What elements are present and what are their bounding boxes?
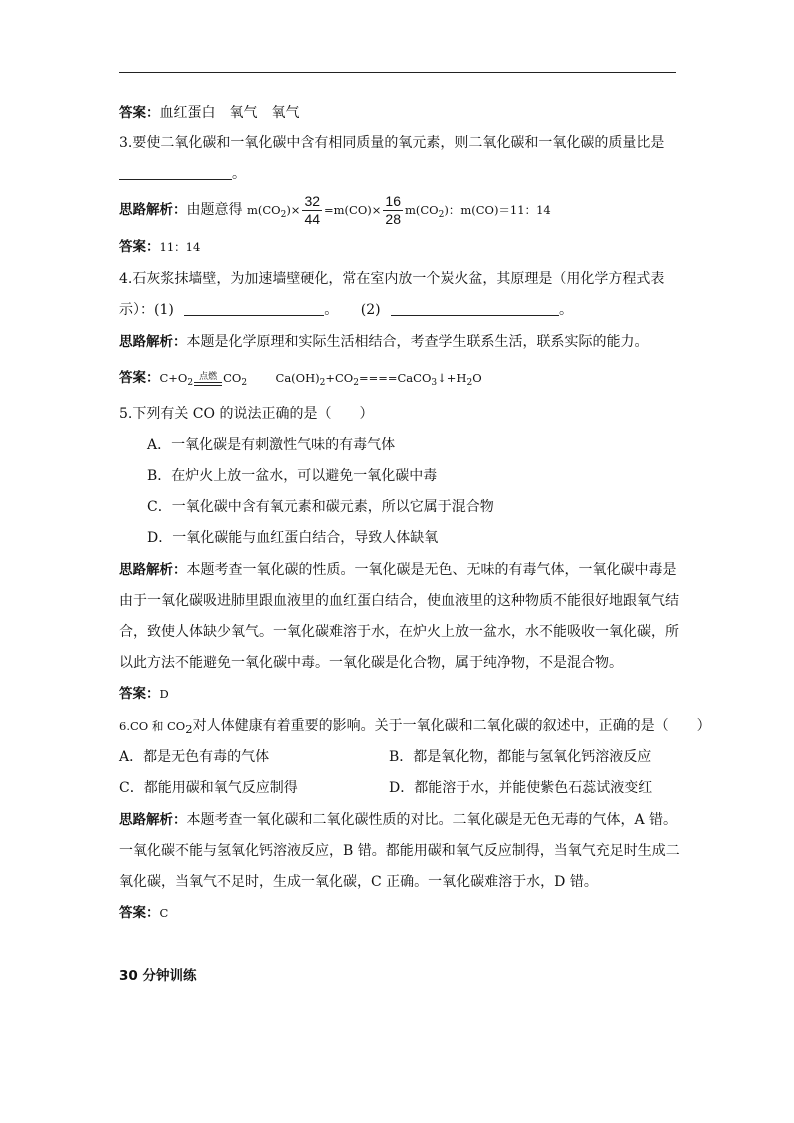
q5-option-b-text: B．在炉火上放一盆水，可以避免一氧化碳中毒 <box>147 468 438 484</box>
answer-label: 答案： <box>119 370 160 386</box>
q3-fraction-2 <box>383 193 403 228</box>
q3-answer: 11：14 <box>159 240 201 254</box>
q2-answer: 血红蛋白 氧气 氧气 <box>159 105 300 121</box>
q5-answer-line <box>119 684 169 704</box>
q3-term-close: )× <box>286 203 301 217</box>
q6-options-row-2 <box>119 778 676 798</box>
q5-stem <box>119 404 373 424</box>
q4-blank-1-end: 。 <box>324 302 339 318</box>
q4-stem1-text: 4.石灰浆抹墙壁，为加速墙壁硬化，常在室内放一个炭火盆，其原理是（用化学方程式表 <box>119 271 665 287</box>
q6-options-row-1 <box>119 747 676 767</box>
q6-stem-a: 6.CO 和 CO <box>119 719 186 733</box>
q5-option-c-text: C．一氧化碳中含有氧元素和碳元素，所以它属于混合物 <box>147 499 494 515</box>
q5-analysis-1 <box>119 560 677 580</box>
q2-answer-line <box>119 103 300 123</box>
q3-term3-close: )：m(CO)＝11：14 <box>444 203 551 217</box>
q6-option-c: C．都能用碳和氧气反应制得 <box>119 780 298 796</box>
q3-frac2-num: 16 <box>385 192 401 209</box>
header-rule <box>119 72 676 73</box>
q6-analysis-2 <box>119 841 680 861</box>
q5-analysis-text-1: 本题考查一氧化碳的性质。一氧化碳是无色、无味的有毒气体，一氧化碳中毒是 <box>186 562 677 578</box>
analysis-label: 思路解析： <box>119 812 187 828</box>
q4-eq1-left: C+O <box>159 371 188 385</box>
q6-analysis-text-2: 一氧化碳不能与氢氧化钙溶液反应，B 错。都能用碳和氧气反应制得，当氧气充足时生成二 <box>119 843 680 859</box>
q4-eq2-end2: O <box>472 371 482 385</box>
answer-label: 答案： <box>119 239 160 255</box>
q4-condition-arrow <box>194 373 222 386</box>
q6-analysis-text-3: 氧化碳，当氧气不足时，生成一氧化碳，C 正确。一氧化碳难溶于水，D 错。 <box>119 874 598 890</box>
q3-sub: 2 <box>280 210 287 220</box>
q4-equation-1: $C+O_2$ 点燃 $CO_2$ <box>159 371 248 388</box>
q3-term1: m(CO <box>246 203 281 217</box>
q5-option-c <box>147 497 494 517</box>
q5-analysis-2 <box>119 591 679 611</box>
q5-analysis-3 <box>119 622 679 642</box>
q4-analysis <box>119 332 649 352</box>
q5-option-a-text: A．一氧化碳是有刺激性气味的有毒气体 <box>147 437 396 453</box>
q4-eq2-end: ↓+H <box>437 371 467 385</box>
q6-stem: 6.CO 和 $CO_2$对人体健康有着重要的影响。关于一氧化碳和二氧化碳的叙述中，正确的是（ ） <box>119 718 711 736</box>
q5-analysis-text-4: 以此方法不能避免一氧化碳中毒。一氧化碳是化合物，属于纯净物，不是混合物。 <box>119 655 623 671</box>
q6-stem-b: 对人体健康有着重要的影响。关于一氧化碳和二氧化碳的叙述中，正确的是（ ） <box>192 718 711 734</box>
q5-stem-text: 5.下列有关 CO 的说法正确的是（ ） <box>119 406 374 422</box>
q5-analysis-text-3: 合，致使人体缺少氧气。一氧化碳难溶于水，在炉火上放一盆水，水不能吸收一氧化碳，所 <box>119 624 679 640</box>
q4-eq2-mid2: ====CaCO <box>358 371 432 385</box>
q4-blank-1 <box>184 301 324 316</box>
q6-option-d: D．都能溶于水，并能使紫色石蕊试液变红 <box>389 780 653 796</box>
q3-analysis <box>119 192 551 233</box>
q4-answer-line <box>119 368 482 393</box>
q3-stem <box>119 133 664 153</box>
q4-part1-label: 示）：(1) <box>119 302 174 318</box>
answer-label: 答案： <box>119 105 160 121</box>
q3-blank <box>119 165 232 180</box>
q4-equation-2: $Ca(OH)_2+CO_2====CaCO_3↓+H_2O$ <box>275 371 482 388</box>
analysis-label: 思路解析： <box>119 334 187 350</box>
q4-eq1-cond: 点燃 <box>199 371 218 382</box>
q6-analysis-1 <box>119 810 677 830</box>
q5-option-b <box>147 466 437 486</box>
q6-answer-line <box>119 903 168 923</box>
q3-formula <box>246 203 301 220</box>
q3-answer-line <box>119 237 200 257</box>
analysis-label: 思路解析： <box>119 562 187 578</box>
analysis-label: 思路解析： <box>119 202 187 218</box>
answer-label: 答案： <box>119 686 160 702</box>
q4-stem-1 <box>119 269 664 289</box>
q5-option-d <box>147 528 438 548</box>
q3-stem-end: 。 <box>232 166 246 182</box>
q6-analysis-text-1: 本题考查一氧化碳和二氧化碳性质的对比。二氧化碳是无色无毒的气体，A 错。 <box>186 812 678 828</box>
q4-blank-2 <box>391 301 559 316</box>
q3-fraction-1 <box>302 193 322 228</box>
q5-option-d-text: D．一氧化碳能与血红蛋白结合，导致人体缺氧 <box>147 530 439 546</box>
q3-analysis-pre: 由题意得 <box>186 202 243 218</box>
q3-frac1-num: 32 <box>304 192 321 209</box>
q6-option-a: A．都是无色有毒的气体 <box>119 749 270 765</box>
q4-analysis-text: 本题是化学原理和实际生活相结合，考查学生联系生活，联系实际的能力。 <box>186 334 649 350</box>
q4-stem-2 <box>119 300 573 320</box>
q5-analysis-4 <box>119 653 623 673</box>
q6-option-b: B．都是氧化物，都能与氢氧化钙溶液反应 <box>389 749 652 765</box>
q4-blank-2-end: 。 <box>559 302 574 318</box>
q5-analysis-text-2: 由于一氧化碳吸进肺里跟血液里的血红蛋白结合，使血液里的这种物质不能很好地跟氧气结 <box>119 593 679 609</box>
q4-eq2: Ca(OH) <box>275 371 320 385</box>
q3-stem-text: 3.要使二氧化碳和一氧化碳中含有相同质量的氧元素，则二氧化碳和一氧化碳的质量比是 <box>119 135 665 151</box>
q5-answer: D <box>159 687 169 701</box>
q4-eq1-right: CO <box>223 371 242 385</box>
q6-answer: C <box>159 906 169 920</box>
q4-part2-label: (2) <box>360 302 381 318</box>
q3-term2: =m(CO)× <box>324 203 382 217</box>
q5-option-a <box>147 435 395 455</box>
q3-frac2-den: 28 <box>385 210 401 227</box>
q4-eq2-mid: +CO <box>325 371 354 385</box>
q3-sub-2: 2 <box>438 210 445 220</box>
q3-stem-blank <box>119 164 246 184</box>
q3-term3: m(CO <box>404 203 439 217</box>
q3-frac1-den: 44 <box>304 210 321 227</box>
section-title: 30 分钟训练 <box>119 968 197 984</box>
answer-label: 答案： <box>119 905 160 921</box>
q6-analysis-3 <box>119 872 598 892</box>
